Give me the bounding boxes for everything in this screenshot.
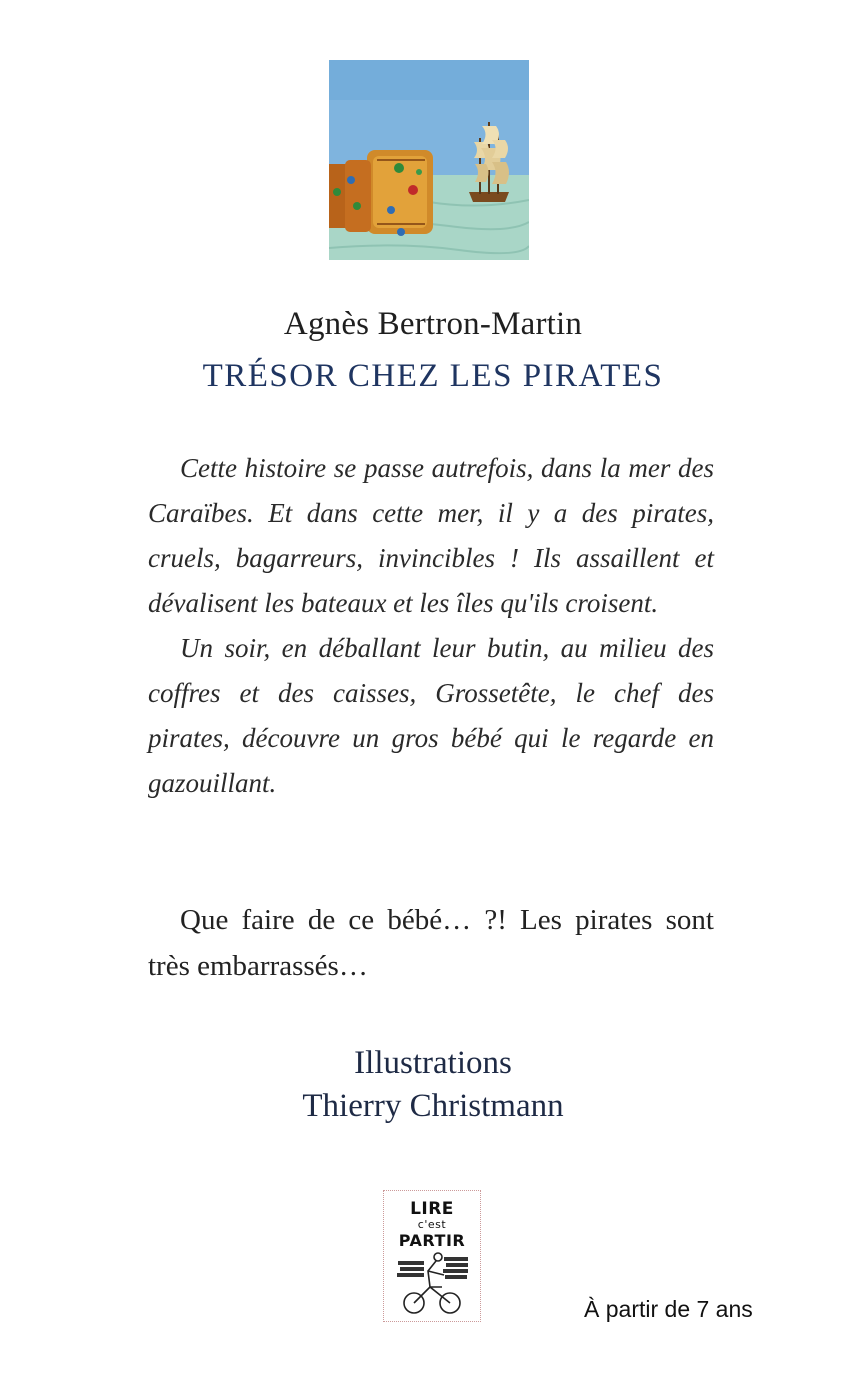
age-recommendation: À partir de 7 ans [584, 1296, 753, 1322]
collection-logo [383, 1190, 481, 1322]
illustrations-label: Illustrations [354, 1045, 512, 1081]
logo-text-line: c'est [417, 1218, 447, 1231]
book-title: TRÉSOR CHEZ LES PIRATES [202, 358, 664, 394]
author-name: Agnès Bertron-Martin [283, 306, 583, 342]
teaser-question: Que faire de ce bébé… ?! Les pirates sont très embarrassés… [148, 904, 714, 982]
pirate-scene-image [329, 60, 529, 260]
synopsis [148, 446, 714, 806]
cover-illustration [329, 60, 529, 260]
logo-text-line: PARTIR [398, 1231, 466, 1250]
reader-on-bicycle-icon [384, 1191, 480, 1321]
illustrator-name: Thierry Christmann [302, 1088, 564, 1124]
logo-text-line: LIRE [410, 1199, 454, 1219]
synopsis-paragraph: Cette histoire se passe autrefois, dans la mer des Caraïbes. Et dans cette mer, il y a des pirates, cruels, bagarreurs, invincibles ! Ils assaillent et dévalisent les bateaux et les îles qu'ils croisent. [148, 453, 714, 618]
synopsis-paragraph: Un soir, en déballant leur butin, au milieu des coffres et des caisses, Grossetête, le chef des pirates, découvre un gros bébé qui le regarde en gazouillant. [148, 633, 714, 798]
